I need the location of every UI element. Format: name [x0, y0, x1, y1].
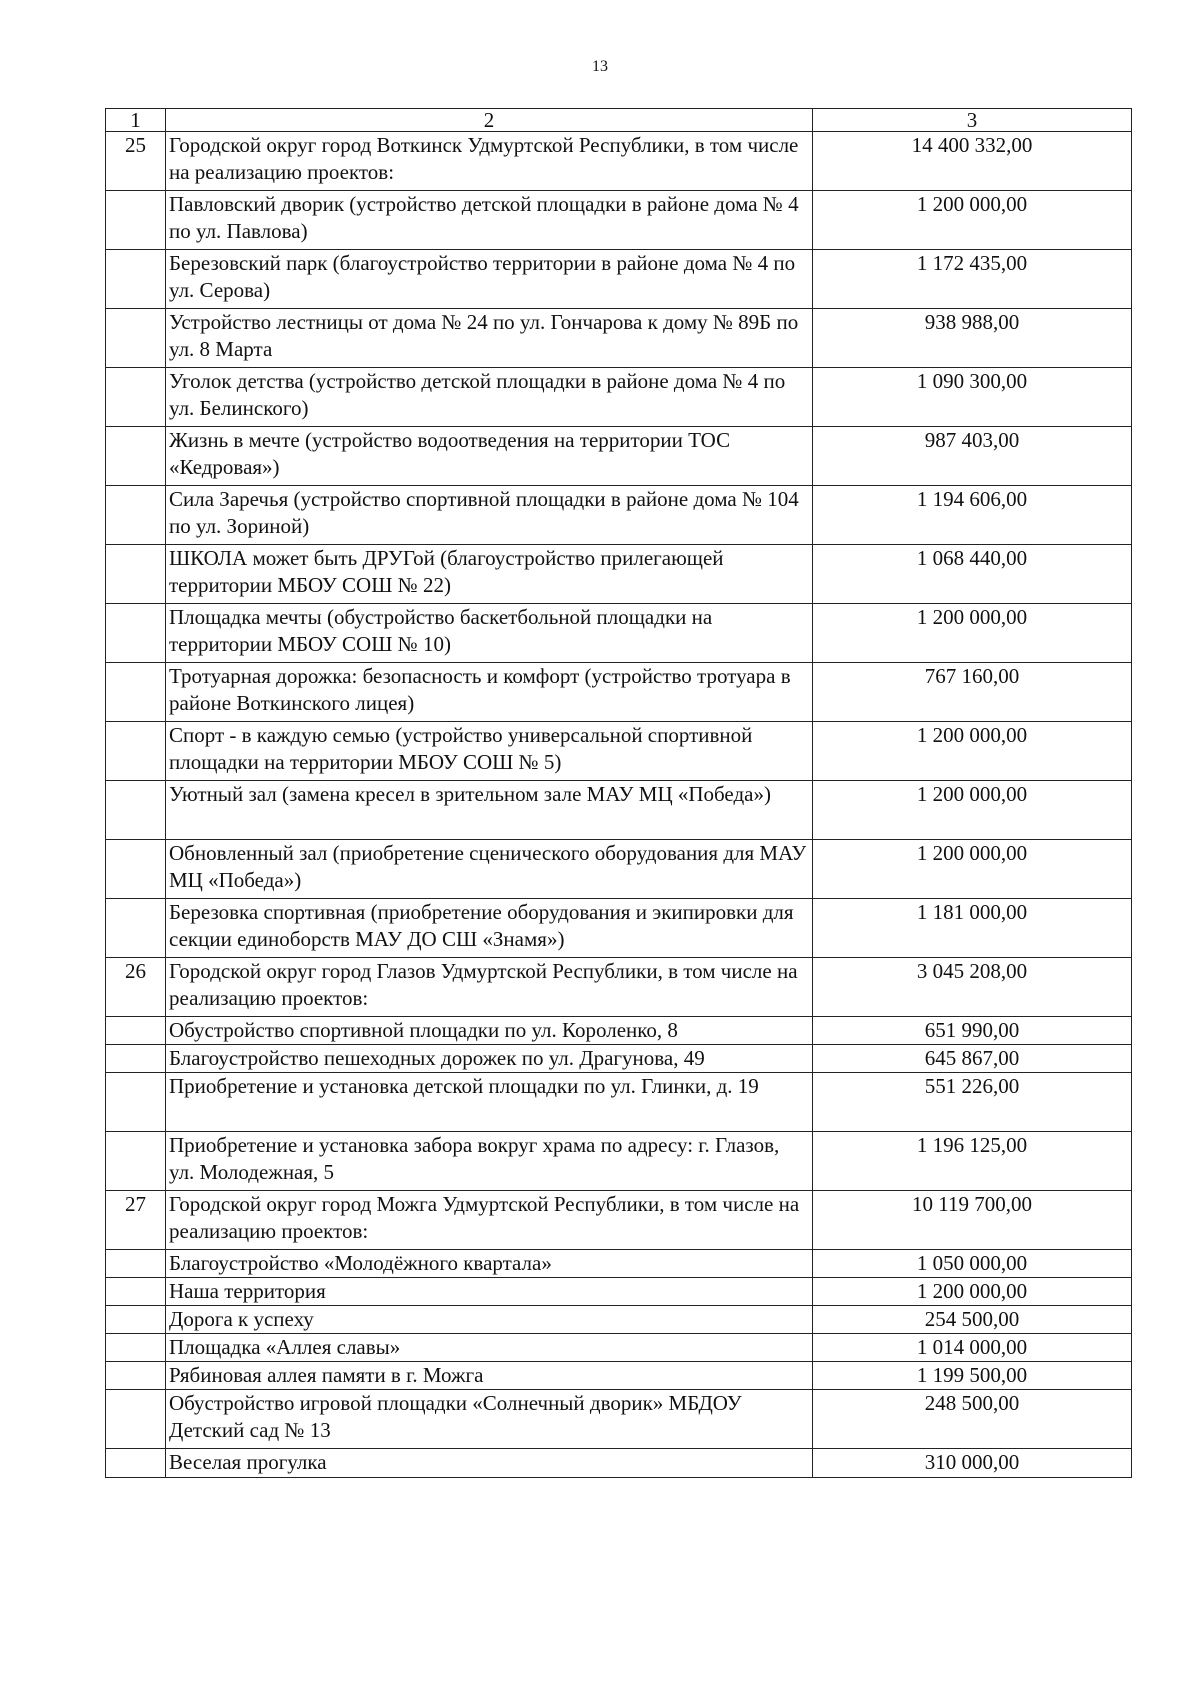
group-number: 27 [106, 1191, 166, 1250]
project-name: Тротуарная дорожка: безопасность и комфорт (устройство тротуара в районе Воткинского лицея) [166, 663, 813, 722]
project-amount: 1 200 000,00 [813, 604, 1132, 663]
project-name: Обустройство спортивной площадки по ул. Короленко, 8 [166, 1017, 813, 1045]
header-col-1: 1 [106, 109, 166, 132]
group-title: Городской округ город Воткинск Удмуртской Республики, в том числе на реализацию проектов: [166, 132, 813, 191]
table-row [106, 368, 1132, 427]
header-col-2: 2 [166, 109, 813, 132]
project-amount: 254 500,00 [813, 1306, 1132, 1334]
table-row [106, 1362, 1132, 1390]
project-amount: 987 403,00 [813, 427, 1132, 486]
project-amount: 1 014 000,00 [813, 1334, 1132, 1362]
project-name: Рябиновая аллея памяти в г. Можга [166, 1362, 813, 1390]
project-name: Жизнь в мечте (устройство водоотведения на территории ТОС «Кедровая») [166, 427, 813, 486]
project-amount: 1 050 000,00 [813, 1250, 1132, 1278]
page-number: 13 [592, 58, 608, 75]
project-name: Уютный зал (замена кресел в зрительном зале МАУ МЦ «Победа») [166, 781, 813, 840]
project-name: ШКОЛА может быть ДРУГой (благоустройство прилегающей территории МБОУ СОШ № 22) [166, 545, 813, 604]
project-name: Уголок детства (устройство детской площадки в районе дома № 4 по ул. Белинского) [166, 368, 813, 427]
table-row [106, 1073, 1132, 1132]
project-amount: 1 199 500,00 [813, 1362, 1132, 1390]
project-amount: 767 160,00 [813, 663, 1132, 722]
project-amount: 551 226,00 [813, 1073, 1132, 1132]
project-amount: 1 200 000,00 [813, 191, 1132, 250]
project-name: Приобретение и установка детской площадки по ул. Глинки, д. 19 [166, 1073, 813, 1132]
project-name: Приобретение и установка забора вокруг храма по адресу: г. Глазов, ул. Молодежная, 5 [166, 1132, 813, 1191]
project-amount: 1 181 000,00 [813, 899, 1132, 958]
project-name: Веселая прогулка [166, 1449, 813, 1478]
project-amount: 310 000,00 [813, 1449, 1132, 1478]
project-amount: 1 200 000,00 [813, 722, 1132, 781]
group-title: Городской округ город Глазов Удмуртской Республики, в том числе на реализацию проектов: [166, 958, 813, 1017]
project-amount: 645 867,00 [813, 1045, 1132, 1073]
table-row [106, 1449, 1132, 1478]
project-name: Сила Заречья (устройство спортивной площадки в районе дома № 104 по ул. Зориной) [166, 486, 813, 545]
project-name: Березовка спортивная (приобретение оборудования и экипировки для секции единоборств МАУ ДО СШ «Знамя») [166, 899, 813, 958]
group-row-26 [106, 958, 1132, 1017]
project-amount: 1 090 300,00 [813, 368, 1132, 427]
group-title: Городской округ город Можга Удмуртской Республики, в том числе на реализацию проектов: [166, 1191, 813, 1250]
project-name: Обновленный зал (приобретение сценического оборудования для МАУ МЦ «Победа») [166, 840, 813, 899]
group-number: 25 [106, 132, 166, 191]
project-amount: 1 200 000,00 [813, 840, 1132, 899]
table-row [106, 250, 1132, 309]
project-amount: 1 194 606,00 [813, 486, 1132, 545]
table-row [106, 1278, 1132, 1306]
table-row [106, 722, 1132, 781]
table-row [106, 486, 1132, 545]
table-row [106, 1306, 1132, 1334]
table-row [106, 427, 1132, 486]
project-amount: 938 988,00 [813, 309, 1132, 368]
table-row [106, 1250, 1132, 1278]
table-row [106, 309, 1132, 368]
table-header-row [106, 109, 1132, 132]
table-row [106, 1390, 1132, 1449]
group-amount: 14 400 332,00 [813, 132, 1132, 191]
project-amount: 1 172 435,00 [813, 250, 1132, 309]
table-row [106, 840, 1132, 899]
project-name: Благоустройство пешеходных дорожек по ул. Драгунова, 49 [166, 1045, 813, 1073]
project-name: Обустройство игровой площадки «Солнечный дворик» МБДОУ Детский сад № 13 [166, 1390, 813, 1449]
table-row [106, 1045, 1132, 1073]
project-name: Спорт - в каждую семью (устройство универсальной спортивной площадки на территории МБОУ СОШ № 5) [166, 722, 813, 781]
project-name: Березовский парк (благоустройство территории в районе дома № 4 по ул. Серова) [166, 250, 813, 309]
project-amount: 651 990,00 [813, 1017, 1132, 1045]
project-name: Площадка «Аллея славы» [166, 1334, 813, 1362]
group-amount: 10 119 700,00 [813, 1191, 1132, 1250]
budget-table [105, 108, 1132, 1478]
header-col-3: 3 [813, 109, 1132, 132]
project-name: Павловский дворик (устройство детской площадки в районе дома № 4 по ул. Павлова) [166, 191, 813, 250]
group-row-27 [106, 1191, 1132, 1250]
project-name: Площадка мечты (обустройство баскетбольной площадки на территории МБОУ СОШ № 10) [166, 604, 813, 663]
project-name: Благоустройство «Молодёжного квартала» [166, 1250, 813, 1278]
table-row [106, 1132, 1132, 1191]
group-amount: 3 045 208,00 [813, 958, 1132, 1017]
project-amount: 1 200 000,00 [813, 781, 1132, 840]
table-row [106, 604, 1132, 663]
project-amount: 1 068 440,00 [813, 545, 1132, 604]
group-row-25 [106, 132, 1132, 191]
table-row [106, 191, 1132, 250]
table-row [106, 1334, 1132, 1362]
group-number: 26 [106, 958, 166, 1017]
table-row [106, 899, 1132, 958]
project-amount: 1 200 000,00 [813, 1278, 1132, 1306]
project-name: Дорога к успеху [166, 1306, 813, 1334]
table-row [106, 545, 1132, 604]
project-name: Устройство лестницы от дома № 24 по ул. Гончарова к дому № 89Б по ул. 8 Марта [166, 309, 813, 368]
table-row [106, 663, 1132, 722]
project-name: Наша территория [166, 1278, 813, 1306]
table-row [106, 1017, 1132, 1045]
project-amount: 1 196 125,00 [813, 1132, 1132, 1191]
project-amount: 248 500,00 [813, 1390, 1132, 1449]
table-row [106, 781, 1132, 840]
